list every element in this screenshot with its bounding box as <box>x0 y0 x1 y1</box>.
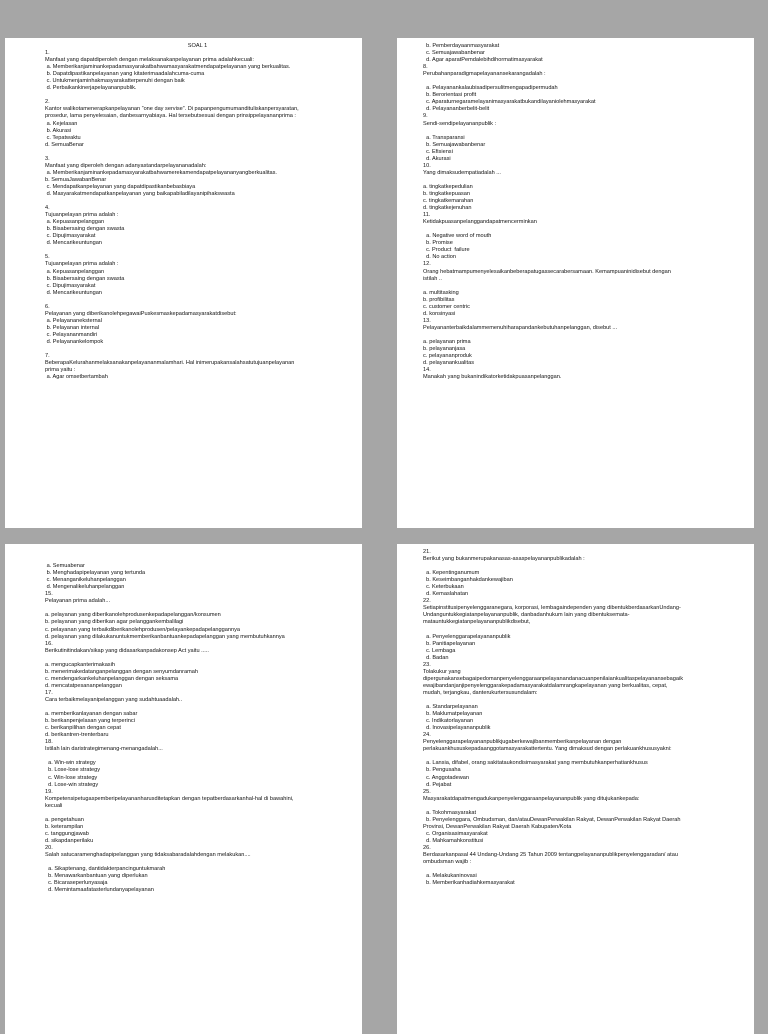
text-line: prima yaitu : <box>45 367 76 374</box>
text-line: 15. <box>45 591 53 598</box>
text-line: 6. <box>45 303 50 310</box>
text-line: d. Masyarakatmendapatkanpelayanan yang baikapabiladilayanipihakswasta <box>45 190 235 197</box>
text-line: Provinsi, DewanPerwakilan Rakyat Daerah Kabupaten/Kota <box>423 823 572 830</box>
document-page-4 <box>397 544 754 1034</box>
text-line: a. multitasking <box>423 289 459 296</box>
text-line: c. Indikatorlayanan <box>423 718 474 725</box>
text-line <box>45 297 350 304</box>
text-line: a. Memberikanjaminankepadamasyarakatbahwamerekamendapatpelayananyangberkualitas. <box>45 169 277 176</box>
text-line: d. Mengenalikeluhanpelanggan <box>45 584 125 591</box>
text-line: a. Penyelenggarapelayananpublik <box>423 633 511 640</box>
text-line: b. Bisabersaing dengan swasta <box>45 275 125 282</box>
text-line <box>423 697 742 704</box>
text-line: a. pengetahuan <box>45 816 84 823</box>
text-line: ombudsman wajib : <box>423 859 472 866</box>
text-line: Cara terbaikmelayanipelanggan yang sudahtuaadalah.. <box>45 696 183 703</box>
text-line: 26. <box>423 844 431 851</box>
text-line: c. Mendapatkanpelayanan yang dapatdipastikanbebasbiaya <box>45 183 196 190</box>
text-line: Berikutinitindakan/sikap yang didasarkanpadakonsep Act yaitu ..... <box>45 647 209 654</box>
text-line <box>45 859 350 866</box>
text-line: 13. <box>423 317 431 324</box>
text-line: 12. <box>423 261 431 268</box>
text-line: Tujuanpelayan prima adalah : <box>45 261 119 268</box>
text-line: 19. <box>45 788 53 795</box>
text-line: b. Lose-lose strategy <box>45 767 101 774</box>
text-line: b. pelayanan yang diberikan agar pelanggankembalilagi <box>45 619 184 626</box>
text-line: b. tingkatkepuasan <box>423 190 470 197</box>
text-line: 5. <box>45 254 50 261</box>
text-line <box>45 92 350 99</box>
text-line: prosedur, lama penyelesaian, danbesarnyabiaya. Hal tersebutsesuai dengan prinsippelayananprima : <box>45 113 296 120</box>
text-line: b. Semuajawabanbenar <box>423 141 486 148</box>
text-line: c. Keterbukaan <box>423 584 464 591</box>
text-line: Perubahanparadigmapelayanansekarangadalah : <box>423 71 546 78</box>
text-line <box>45 198 350 205</box>
text-line <box>45 655 350 662</box>
text-line: c. Dipujimasyarakat <box>45 282 96 289</box>
text-line: 7. <box>45 353 50 360</box>
text-line: SOAL 1 <box>187 43 208 49</box>
text-line: b. SemuaJawabanBenar <box>45 176 107 183</box>
text-line: d. pelayanan yang dilakukanuntukmemberikanbantuankepadapelanggan yang membutuhkannya <box>45 633 285 640</box>
text-line: Kompetensipetugaspemberipelayananharusditetapkan dengan tepatberdasarkanhal-hal di bawahini, <box>45 795 294 802</box>
text-line: b. pelayananjasa <box>423 346 466 353</box>
text-line: Tolakukur yang <box>423 668 461 675</box>
text-line: d. tingkatkejenuhan <box>423 205 472 212</box>
text-line: d. Pejabat <box>423 781 452 788</box>
text-line <box>423 803 742 810</box>
text-line: Kantor walikotamenerapkanpelayanan “one day servise”. Di papanpengumumandituliskanpersyaratan, <box>45 106 299 113</box>
text-line: 14. <box>423 367 431 374</box>
text-line: mudah, terjangkau, danterukurtersusundalam: <box>423 689 538 696</box>
text-line: c. Semuajawabanbenar <box>423 50 485 57</box>
text-line: perlakuankhususkepadaanggotamasyarakattertentu. Yang dimaksud dengan perlakuankhususyakni: <box>423 746 672 753</box>
text-line: b. berikanpenjelasan yang terperinci <box>45 718 135 725</box>
text-line: c. Anggotadewan <box>423 774 470 781</box>
text-line <box>423 283 742 290</box>
text-line: 17. <box>45 689 53 696</box>
text-line: 11. <box>423 212 431 219</box>
text-line: c. tanggungjawab <box>45 830 89 837</box>
text-line: Pelayanan yang diberikanolehpegawaiPuskesmaskepadamasyarakatdisebut: <box>45 310 237 317</box>
text-line: b. Menawarkanbantuan yang diperlukan <box>45 873 148 880</box>
text-line: a. Negative word of mouth <box>423 233 492 240</box>
text-line: a. Win-win strategy <box>45 760 96 767</box>
text-line: c. Menanganikeluhanpelanggan <box>45 577 126 584</box>
text-line: b. keterampilan <box>45 823 84 830</box>
text-line: c. Dipujimasyarakat <box>45 233 96 240</box>
text-line: c. berikanpilihan dengan cepat <box>45 725 121 732</box>
text-line: a. Tokohmasyarakat <box>423 809 477 816</box>
text-line: b. Menghadapipelayanan yang tertunda <box>45 570 146 577</box>
text-line: 18. <box>45 739 53 746</box>
text-line: Salah satucaramenghadapipelanggan yang tidaksabaradalahdengan melakukan.... <box>45 852 251 859</box>
text-line: b. Pengusaha <box>423 767 461 774</box>
text-line: c. Pelayananmandiri <box>45 331 98 338</box>
text-line: a. pelayanan yang diberikanolehprodusenkepadapelanggan/konsumen <box>45 612 221 619</box>
text-line <box>45 556 350 563</box>
text-line <box>423 866 742 873</box>
text-line: b. Berorientasi profit <box>423 92 477 99</box>
text-line: d. Agar aparatPemdalebihdihormatimasyarakat <box>423 57 543 64</box>
text-line: a. Memberikanjaminankepadamasyarakatbahwamasyarakatmendapatpelayanan yang berkualitas. <box>45 64 291 71</box>
text-line: BeberapaKelurahanmelaksanakanpelayananmalamhari. Hal inimerupakansalahsatutujuanpelayanan <box>45 360 295 367</box>
text-line: d. Akurasi <box>423 155 451 162</box>
text-line: d. pelayanankualitas <box>423 360 475 367</box>
text-line: d. Mencarikeuntungan <box>45 240 102 247</box>
text-line: c. pelayananproduk <box>423 353 472 360</box>
text-line: d. Badan <box>423 654 449 661</box>
text-line: b. Pelayanan internal <box>45 324 100 331</box>
text-line <box>45 753 350 760</box>
text-line: b. Maklumatpelayanan <box>423 711 483 718</box>
text-line <box>423 332 742 339</box>
text-line: a. memberikanlayanan dengan sabar <box>45 711 138 718</box>
text-line: Berdasarkanpasal 44 Undang-Undang 25 Tahun 2009 tentangpelayananpublikpenyelenggaradan/ atau <box>423 852 678 859</box>
text-line: d. konsinyasi <box>423 310 456 317</box>
text-line: 10. <box>423 162 431 169</box>
text-line: Manakah yang bukanindikatorketidakpuasanpelanggan. <box>423 374 562 381</box>
text-line: b. Dapatdipastikanpelayanan yang kitaterimaadalahcuma-cuma <box>45 71 205 78</box>
text-line: c. Product failure <box>423 247 470 254</box>
text-line: b. Keseimbanganhakdankewajiban <box>423 577 513 584</box>
text-line: 2. <box>45 99 50 106</box>
text-line: d. Mencarikeuntungan <box>45 289 102 296</box>
text-line: a. Kejelasan <box>45 120 78 127</box>
text-line: d. mencatatpesananpelanggan <box>45 682 122 689</box>
text-line: a. Transparansi <box>423 134 465 141</box>
text-line: dipergunakansebagaipedomanpenyelenggaraanpelayanandanacuanpenilaiankualitaspelayanansebagaik <box>423 675 684 682</box>
document-page-2 <box>397 38 754 528</box>
text-line: Manfaat yang dapatdiperoleh dengan melaksanakanpelayanan prima adalahkecuali: <box>45 57 254 64</box>
text-line: d. Lose-win strategy <box>45 781 99 788</box>
text-line <box>45 549 350 556</box>
text-line: b. Memberikanhadiahkemasyarakat <box>423 880 515 887</box>
document-page-3 <box>5 544 362 1034</box>
text-line: d. Perbaikankinerjapelayananpublik. <box>45 85 137 92</box>
text-line: 3. <box>45 155 50 162</box>
text-line: a. Sikaptenang, dantidakterpancinguntukmarah <box>45 866 166 873</box>
text-line: Istilah lain daristrategimenang-menangadalah... <box>45 746 163 753</box>
text-line: c. customer centric <box>423 303 470 310</box>
text-line <box>423 226 742 233</box>
text-line: c. Tepatwaktu <box>45 134 81 141</box>
text-line: a. Semuabenar <box>45 563 85 570</box>
text-line: c. Win-lose strategy <box>45 774 98 781</box>
text-line: b. Bisabersaing dengan swasta <box>45 226 125 233</box>
text-line: c. Organisasimasyarakat <box>423 830 488 837</box>
text-line <box>423 78 742 85</box>
text-line <box>423 753 742 760</box>
text-line: c. mendengarkankeluhanpelanggan dengan seksama <box>45 675 179 682</box>
text-line: b. Akurasi <box>45 127 72 134</box>
text-line: Yang dimaksudempatiadalah ... <box>423 169 501 176</box>
text-line: 1. <box>45 50 50 57</box>
text-line: d. berikantren-trenterbaru <box>45 732 109 739</box>
text-line: 22. <box>423 598 431 605</box>
text-line: 9. <box>423 113 428 120</box>
text-line: a. mengucapkanterimakasih <box>45 661 115 668</box>
text-line <box>45 704 350 711</box>
text-line: d. Kemaslahatan <box>423 591 469 598</box>
text-line: c. Lembaga <box>423 647 456 654</box>
text-line: matauntukkegiatanpelayananpublikdisebut, <box>423 619 531 626</box>
text-line: b. Panitiapelayanan <box>423 640 476 647</box>
text-line: Manfaat yang diperoleh dengan adanyastandarpelayananadalah: <box>45 162 207 169</box>
text-line: a. Melakukaninovasi <box>423 873 477 880</box>
text-line: c. tingkatkemarahan <box>423 198 474 205</box>
text-line: Penyelenggarapelayananpublikjugaberkewajibanmemberikanpelayanan dengan <box>423 739 622 746</box>
text-line: 24. <box>423 732 431 739</box>
text-line: 20. <box>45 844 53 851</box>
text-line: d. Mahkamahkonstitusi <box>423 837 484 844</box>
text-line: d. Pelayanankelompok <box>45 338 104 345</box>
text-line: d. No action <box>423 254 456 261</box>
text-line: b. Promise <box>423 240 453 247</box>
text-line: a. Kepuasanpelanggan <box>45 219 105 226</box>
text-line: b. Pemberdayaanmasyarakat <box>423 43 500 49</box>
text-line: Masyarakatdapatmengadukanpenyelenggaraanpelayananpublik yang ditujukankepada: <box>423 795 640 802</box>
text-line: b. profibilitas <box>423 296 455 303</box>
text-line: a. Pelayanankalaubisadipersulitmengapadipermudah <box>423 85 558 92</box>
text-line: a. pelayanan prima <box>423 338 471 345</box>
text-line <box>45 605 350 612</box>
text-line: 21. <box>423 549 431 555</box>
text-line: a. Agar omsetbertambah <box>45 374 108 381</box>
text-line <box>423 128 742 135</box>
text-line: 4. <box>45 205 50 212</box>
text-line: d. SemuaBenar <box>45 141 84 148</box>
text-line: Setiapinstitusipenyelenggaranegara, korporasi, lembagaindependen yang dibentukberdasarkanUndang- <box>423 605 681 612</box>
text-line: a. Lansia, difabel, orang sakitataukondisimasyarakat yang membutuhkanperhatiankhusus <box>423 760 648 767</box>
text-line: Tujuanpelayan prima adalah : <box>45 212 119 219</box>
text-line: Pelayanan prima adalah... <box>45 598 110 605</box>
text-line: c. Aparaturnegaramelayanimasyarakatbukandilayaniolehmasyarakat <box>423 99 596 106</box>
text-line: 16. <box>45 640 53 647</box>
text-line: 8. <box>423 64 428 71</box>
text-line: b. Penyelenggara, Ombudsman, dan/atauDewanPerwakilan Rakyat, DewanPerwakilan Rakyat Daerah <box>423 816 681 823</box>
text-line: 23. <box>423 661 431 668</box>
text-line: Berikut yang bukanmerupakanasas-asaspelayananpublikadalah : <box>423 556 585 563</box>
text-line: d. Inovasipelayananpublik <box>423 725 491 732</box>
text-line: d. Memintamaafatasterlundanyapelayanan <box>45 887 154 894</box>
text-line <box>423 563 742 570</box>
text-line: c. Efisiensi <box>423 148 453 155</box>
text-line: b. menerimakedatanganpelanggan dengan senyumdanramah <box>45 668 199 675</box>
text-line: Orang hebatmampumenyelesaikanbeberapatugassecarabersamaan. Kemampuaninidisebut dengan <box>423 268 671 275</box>
text-line: Sendi-sendipelayananpublik : <box>423 120 497 127</box>
text-line: a. Kepuasanpelanggan <box>45 268 105 275</box>
text-line <box>45 810 350 817</box>
text-line <box>423 627 742 634</box>
document-page-1 <box>5 38 362 528</box>
text-line <box>45 346 350 353</box>
text-line: kecuali <box>45 802 63 809</box>
text-line: Pelayananterbaikdalammemenuhiharapandankebutuhanpelanggan, disebut ... <box>423 324 618 331</box>
text-line: a. tingkatkepedulian <box>423 183 473 190</box>
text-line <box>45 149 350 156</box>
text-line: d. Pelayananberbelit-belit <box>423 106 490 113</box>
text-line: c. Untukmenjaminhakmasyarakatterpenuhi dengan baik <box>45 78 185 85</box>
text-line: c. Bicaraseperlunyasaja <box>45 880 108 887</box>
text-line <box>45 247 350 254</box>
text-line: 25. <box>423 788 431 795</box>
text-line: d. sikapdanperilaku <box>45 837 94 844</box>
text-line: a. Kepentinganumum <box>423 570 480 577</box>
text-line: istilah .. <box>423 275 442 282</box>
text-line: ewajibandanjanjipenyelenggarakepadamasyarakatdalamrangkapelayanan yang berkualitas, cepat, <box>423 682 668 689</box>
text-line <box>423 177 742 184</box>
text-line: Ketidakpuasanpelanggandapatmencerminkan <box>423 219 537 226</box>
text-line: Undanguntukkegiatanpelayananpublik, danbadanhukum lain yang dibentuksemata- <box>423 612 630 619</box>
text-line: c. pelayanan yang terbaikdiberikanolehprodusen/pelayankepadapelanggannya <box>45 626 241 633</box>
text-line: a. Standarpelayanan <box>423 704 478 711</box>
text-line: a. Pelayananeksternal <box>45 317 102 324</box>
